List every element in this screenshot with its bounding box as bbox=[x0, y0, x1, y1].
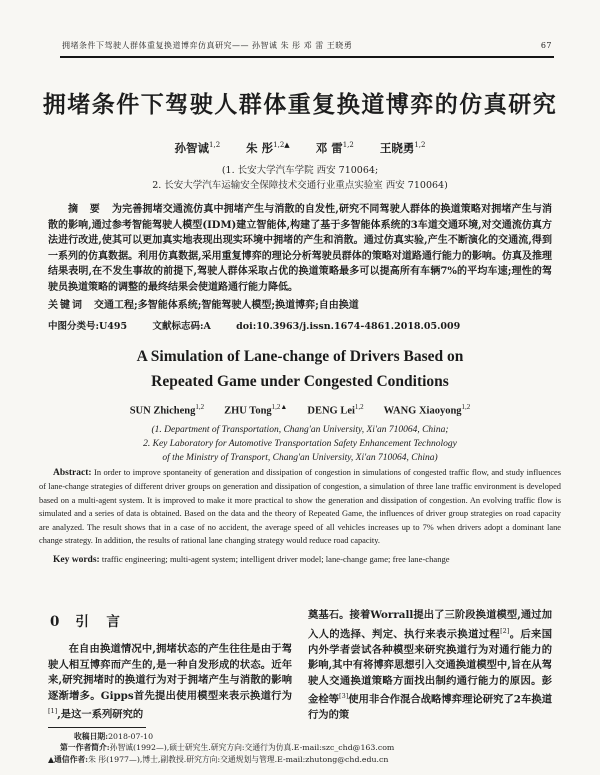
running-title bbox=[62, 40, 352, 51]
affiliation-en-1: (1. Department of Transportation, Chang'an University, Xi'an 710064, China; bbox=[151, 424, 449, 435]
body-columns bbox=[48, 608, 552, 724]
received-date-value: 2018-07-10 bbox=[108, 732, 154, 741]
page-number: 67 bbox=[540, 41, 552, 50]
title-en-line2: Repeated Game under Congested Conditions bbox=[151, 373, 449, 390]
clc-number bbox=[48, 321, 127, 332]
keywords-zh bbox=[48, 298, 552, 314]
author-affil-sup: 1,2 bbox=[342, 141, 354, 150]
affiliation-en-3: of the Ministry of Transport, Chang'an University, Xi'an 710064, China) bbox=[162, 452, 438, 463]
author-affil-sup: 1,2 bbox=[195, 403, 205, 411]
corresponding-author-text: 朱 彤(1977—),博士,副教授.研究方向:交通规划与管理.E-mail:zhutong@chd.edu.cn bbox=[88, 754, 389, 764]
header-rule bbox=[60, 56, 554, 58]
doc-code-label: 文献标志码: bbox=[152, 321, 204, 333]
abstract-en-text: In order to improve spontaneity of generation and dissipation of congestion in simulations of congested traffic flow, and study influences of lane-change strategies of different driver groups on generation and dissipation of congestion, a simulation of three lane traffic environment is developed based on a multi-agent system. It is improved to make it more practical to show the generation and dissipation of congestion. An evolving traffic flow is simulated and a series of data is obtained. Based on the data and the theory of Repeated Game, the influences of driver group strategies on road capacity are analyzed. The result shows that in a case of no accident, the average speed of all vehicles increases up to 7% when drivers adopt a dominant lane change strategy. In addition, the results of rational lane changing strategy would reduce road capacity. bbox=[39, 468, 562, 546]
first-author-bio bbox=[48, 742, 566, 753]
author-zh-4 bbox=[380, 140, 426, 156]
affiliation-zh-1: (1. 长安大学汽车学院 西安 710064; bbox=[221, 165, 379, 176]
document-code bbox=[152, 321, 210, 332]
clc-label: 中图分类号: bbox=[48, 321, 100, 333]
running-head bbox=[62, 40, 552, 51]
author-affil-sup: 1,2 bbox=[209, 141, 221, 150]
author-zh-2 bbox=[246, 140, 290, 156]
author-affil-sup: 1,2▲ bbox=[273, 141, 290, 150]
author-name: WANG Xiaoyong bbox=[383, 405, 462, 417]
first-author-label: 第一作者简介: bbox=[60, 743, 110, 753]
article-title-en bbox=[30, 344, 570, 394]
footnotes bbox=[48, 731, 566, 765]
title-en-line1: A Simulation of Lane-change of Drivers Based on bbox=[136, 348, 464, 365]
author-name: SUN Zhicheng bbox=[129, 405, 196, 417]
abstract-en bbox=[39, 466, 561, 547]
abstract-zh bbox=[48, 202, 552, 296]
author-name: ZHU Tong bbox=[224, 405, 272, 417]
doc-code-value: A bbox=[203, 321, 211, 333]
received-date bbox=[48, 731, 566, 742]
footnote-rule bbox=[48, 727, 146, 728]
section-0-heading bbox=[50, 610, 292, 630]
abstract-zh-text: 为完善拥堵交通流仿真中拥堵产生与消散的自发性,研究不同驾驶人群体的换道策略对拥堵产生与消散的影响,通过参考智能驾驶人模型(IDM)建立智能体,构建了基于多智能体系统的3车道交通环境,对交通流仿真方法进行改进,使其可以更加真实地表现出现实环境中拥堵的产生和消散。通过仿真实验,产生不断演化的交通流,得到一系列的仿真数据。利用仿真数据,采用重复博弈的理论分析驾驶员群体的策略对道路通行能力的影响。仿真及推理结果表明,在不发生事故的前提下,驾驶人群体采取占优的换道策略最多可以提高所有车辆7%的平均车速;理性的驾驶员换道策略的调整的最终结果会使道路通行能力降低。 bbox=[48, 204, 553, 293]
author-en-3 bbox=[307, 403, 363, 417]
author-name: 王晓勇 bbox=[379, 141, 415, 155]
running-title-text: 拥堵条件下驾驶人群体重复换道博弈仿真研究—— bbox=[62, 41, 249, 50]
author-affil-sup: 1,2 bbox=[354, 403, 364, 411]
body-paragraph-left: 在自由换道情况中,拥堵状态的产生往往是由于驾驶人相互博弈而产生的,是一种自发形成的状态。近年来,研究拥堵时的换道行为对于拥堵产生与消散的影响逐渐增多。Gipps首先提出使用模型来表示换道行为[1],是这一系列研究的 bbox=[48, 643, 292, 721]
author-name: 邓 雷 bbox=[315, 141, 343, 155]
author-en-4 bbox=[384, 403, 471, 417]
corresponding-author-label: ▲通信作者: bbox=[48, 754, 89, 764]
keywords-zh-text: 交通工程;多智能体系统;智能驾驶人模型;换道博弈;自由换道 bbox=[94, 299, 359, 311]
first-author-text: 孙智诚(1992—),硕士研究生.研究方向:交通行为仿真.E-mail:szc_chd@163.com bbox=[109, 743, 395, 753]
keywords-en-text: traffic engineering; multi-agent system; intelligent driver model; lane-change game; free lane-change bbox=[101, 554, 450, 565]
abstract-en-label: Abstract: bbox=[53, 468, 92, 478]
section-number: 0 bbox=[50, 614, 60, 630]
doi-label: doi: bbox=[236, 321, 257, 333]
author-zh-1 bbox=[175, 140, 221, 156]
keywords-en-label: Key words: bbox=[53, 555, 100, 566]
right-column bbox=[308, 608, 552, 724]
clc-value: U495 bbox=[99, 321, 128, 333]
author-en-2 bbox=[224, 403, 287, 417]
author-affil-sup: 1,2 bbox=[461, 403, 471, 411]
received-date-label: 收稿日期: bbox=[74, 732, 109, 741]
doi bbox=[236, 321, 460, 332]
affiliations-en bbox=[30, 423, 570, 465]
author-name: 朱 彤 bbox=[246, 141, 274, 155]
chinese-meta-block bbox=[48, 202, 552, 332]
authors-en bbox=[30, 403, 570, 417]
abstract-zh-label: 摘 要 bbox=[68, 204, 104, 215]
author-affil-sup: 1,2 bbox=[414, 141, 426, 150]
doi-value: 10.3963/j.issn.1674-4861.2018.05.009 bbox=[256, 321, 461, 333]
corresponding-author-bio bbox=[48, 754, 566, 765]
author-name: DENG Lei bbox=[307, 405, 355, 417]
author-zh-3 bbox=[316, 140, 354, 156]
affiliations-zh bbox=[0, 163, 600, 193]
affiliation-en-2: 2. Key Laboratory for Automotive Transportation Safety Enhancement Technology bbox=[143, 438, 457, 449]
running-authors: 孙智诚 朱 彤 邓 雷 王晓勇 bbox=[252, 41, 353, 50]
section-title: 引 言 bbox=[75, 614, 122, 630]
body-paragraph-right: 奠基石。接着Worrall提出了三阶段换道模型,通过加入人的选择、判定、执行来表示换道过程[2]。后来国内外学者尝试各种模型来研究换道行为对通行能力的影响,其中有将博弈思想引入交通换道模型中,旨在从驾驶人交通换道策略方面找出制约通行能力的原因。彭金栓等[3]使用非合作混合战略博弈理论研究了2车换道行为的策 bbox=[308, 609, 552, 722]
author-name: 孙智诚 bbox=[174, 141, 210, 155]
affiliation-zh-2: 2. 长安大学汽车运输安全保障技术交通行业重点实验室 西安 710064) bbox=[152, 180, 448, 191]
authors-zh bbox=[0, 140, 600, 156]
keywords-zh-label: 关键词 bbox=[48, 299, 84, 311]
left-column bbox=[48, 608, 292, 724]
english-abstract-block bbox=[39, 466, 561, 565]
author-en-1 bbox=[130, 403, 204, 417]
author-affil-sup: 1,2▲ bbox=[271, 403, 288, 411]
english-head-block bbox=[30, 344, 570, 465]
classification-line bbox=[48, 318, 552, 332]
keywords-en bbox=[39, 554, 561, 565]
article-title-zh: 拥堵条件下驾驶人群体重复换道博弈的仿真研究 bbox=[42, 91, 558, 118]
